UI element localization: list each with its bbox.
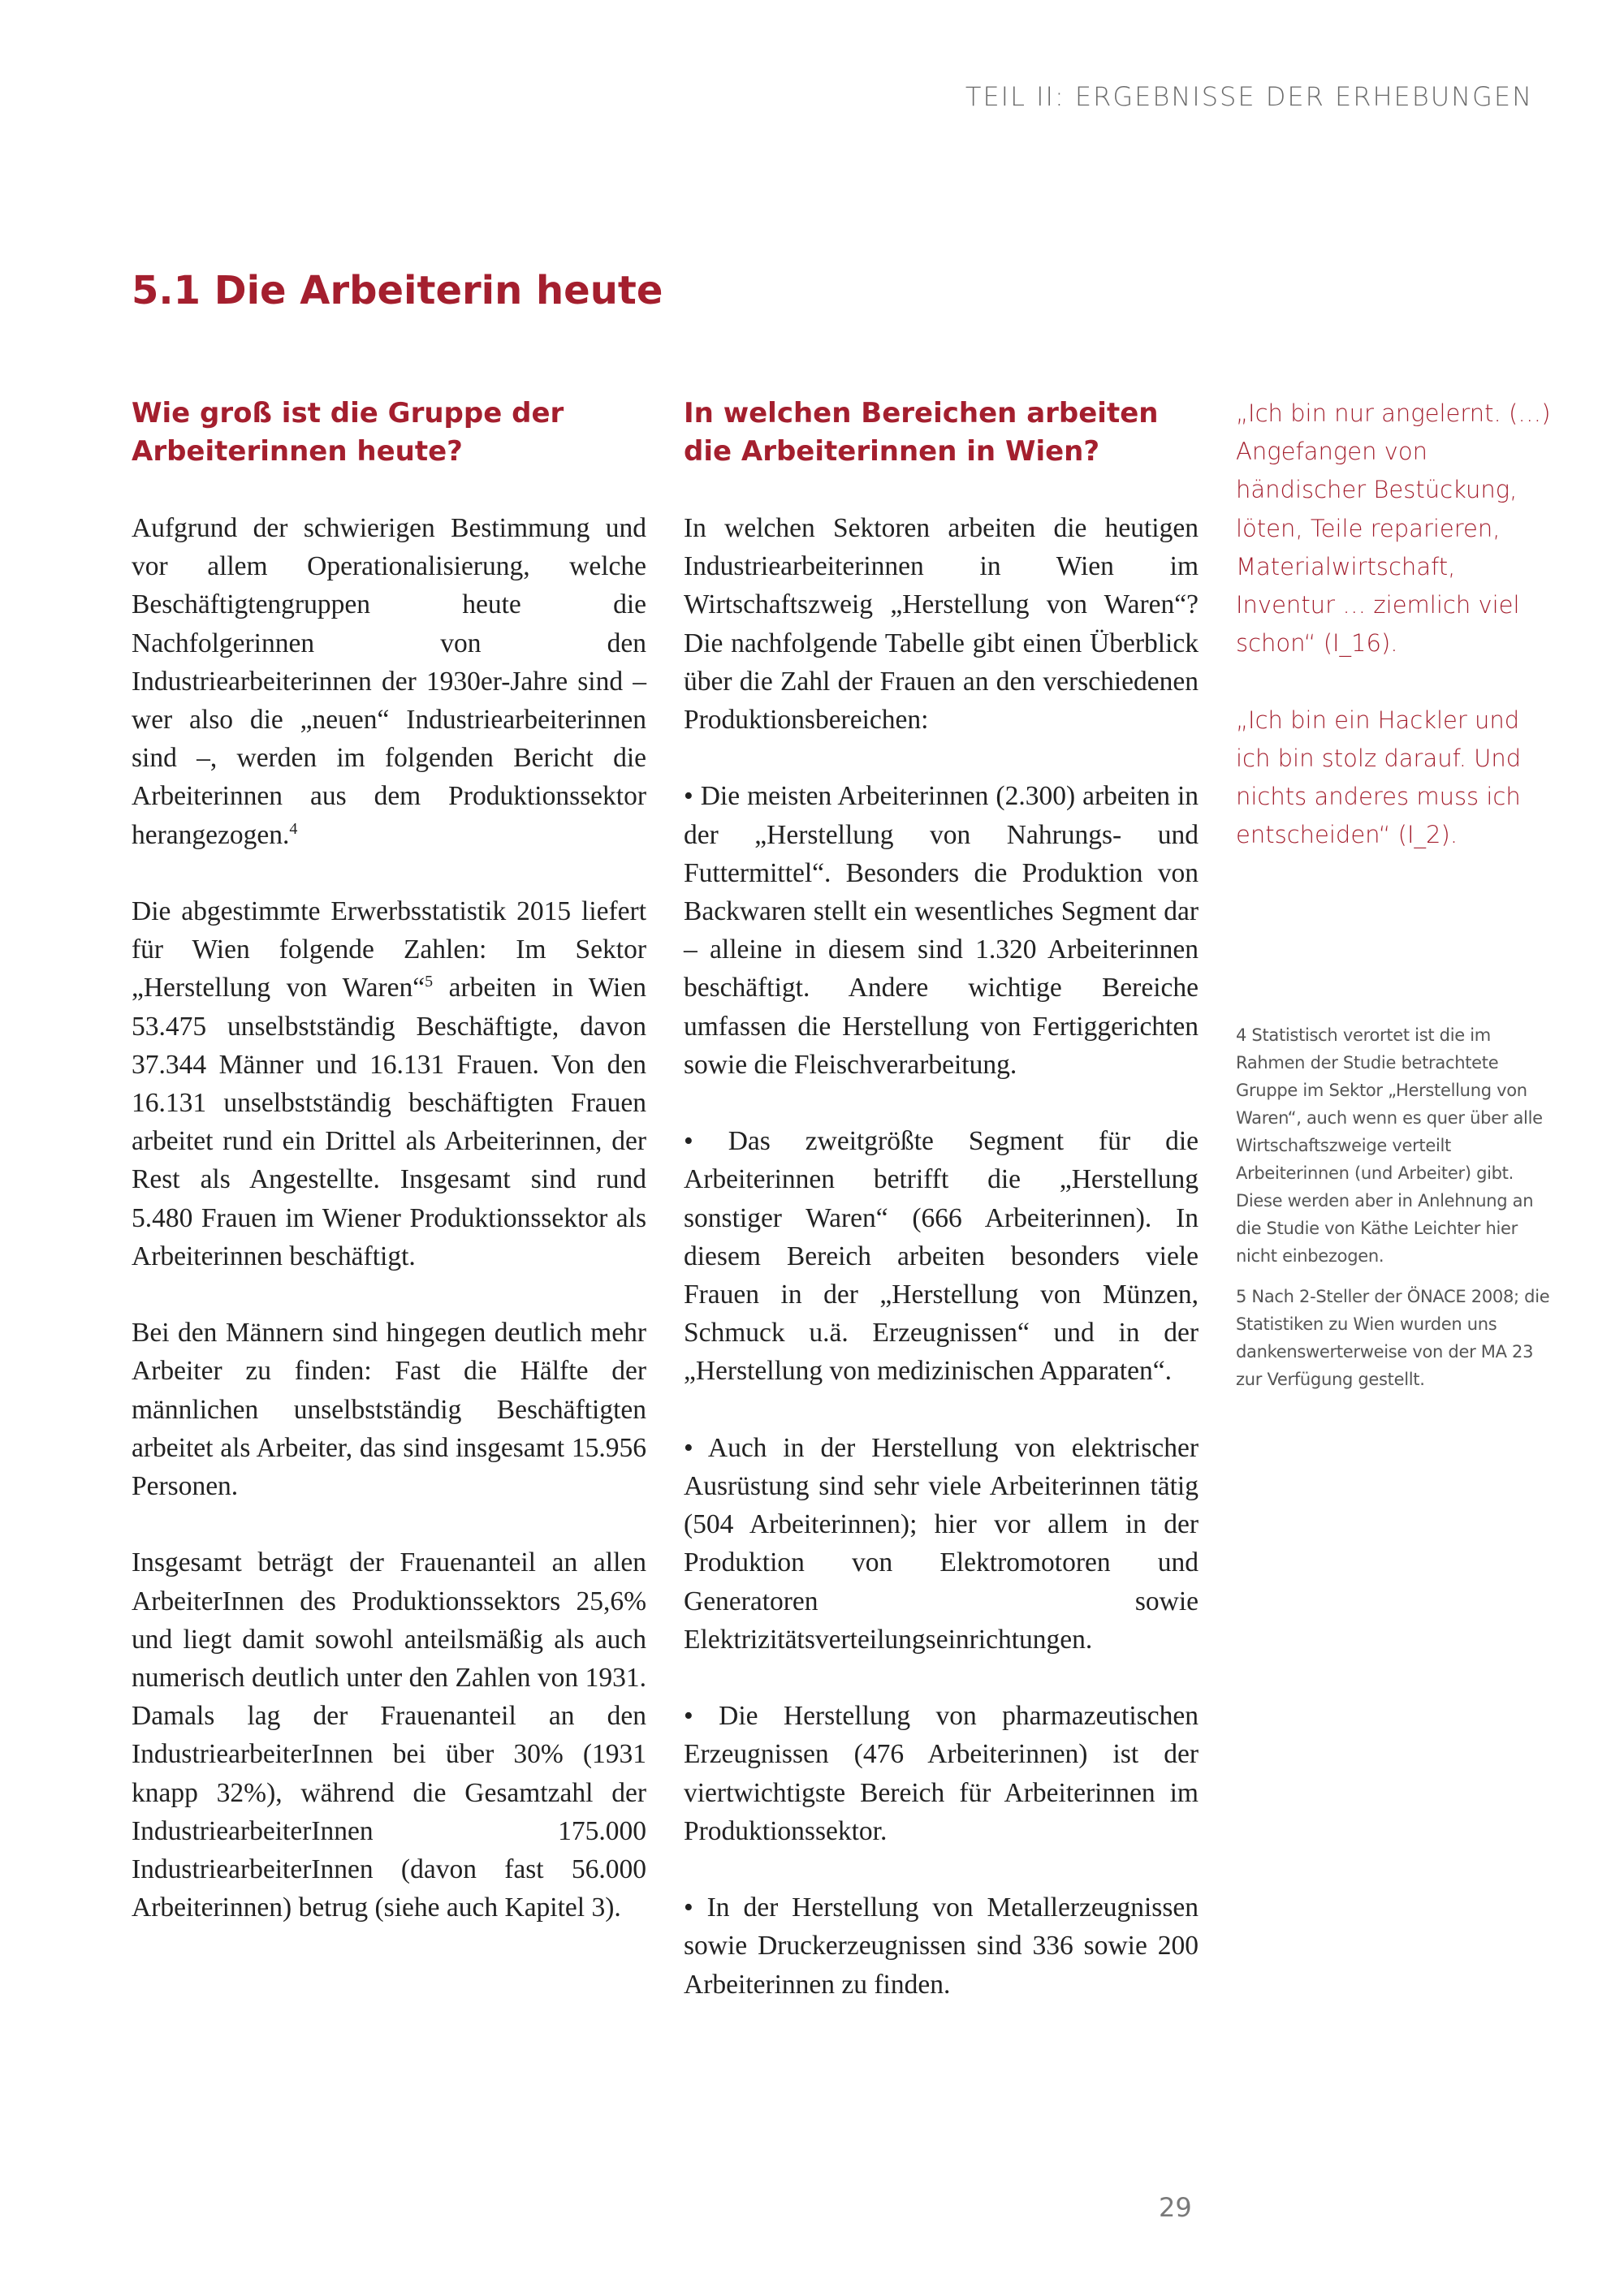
bullet-icon: •: [684, 781, 693, 812]
bullet-icon: •: [684, 1432, 693, 1463]
middle-column: [684, 395, 1199, 2042]
section-heading-sectors: In welchen Bereichen arbeiten die Arbeiterinnen in Wien?: [684, 397, 1159, 468]
bullet-item: [684, 777, 1199, 1084]
bullet-text: Das zweitgrößte Segment für die Arbeiterinnen betrifft die „Herstellung sonstiger Waren“ (666 Arbeiterinnen). In diesem Bereich arbeiten besonders viele Frauen in der „Herstellung von Münzen, Schmuck u.ä. Erzeugnissen“ und in der „Herstellung von medizinischen Apparaten“.: [684, 1126, 1199, 1387]
bullet-icon: •: [684, 1892, 693, 1923]
chapter-title: 5.1 Die Arbeiterin heute: [132, 268, 663, 313]
bullet-text: Die Herstellung von pharmazeutischen Erzeugnissen (476 Arbeiterinnen) ist der viertwichtigste Bereich für Arbeiterinnen im Produktionssektor.: [684, 1701, 1199, 1846]
interview-quote: „Ich bin nur angelernt. (…) Angefangen von händischer Bestückung, löten, Teile reparieren, Materialwirtschaft, Inventur … ziemlich viel schon“ (I_16).: [1236, 399, 1551, 658]
paragraph: [132, 892, 646, 1275]
bullet-text: Auch in der Herstellung von elektrischer Ausrüstung sind sehr viele Arbeiterinnen tätig (504 Arbeiterinnen); hier vor allem in der Produktion von Elektromotoren und Generatoren sowie Elektrizitätsverteilungseinrichtungen.: [684, 1432, 1199, 1655]
bullet-item: [684, 1697, 1199, 1850]
footnote-5: 5 Nach 2-Steller der ÖNACE 2008; die Statistiken zu Wien wurden uns dankenswerterweise von der MA 23 zur Verfügung gestellt.: [1236, 1287, 1550, 1389]
running-header: TEIL II: ERGEBNISSE DER ERHEBUNGEN: [965, 81, 1533, 112]
bullet-item: [684, 1122, 1199, 1390]
sidebar-quotes: [1236, 395, 1561, 893]
bullet-text: In der Herstellung von Metallerzeugnissen sowie Druckerzeugnissen sind 336 sowie 200 Arbeiterinnen zu finden.: [684, 1892, 1199, 2000]
paragraph-text: Aufgrund der schwierigen Bestimmung und vor allem Operationalisierung, welche Beschäftigtengruppen heute die Nachfolgerinnen von den Industriearbeiterinnen der 1930er-Jahre sind – wer also die „neuen“ Industriearbeiterinnen sind –, werden im folgenden Bericht die Arbeiterinnen aus dem Produktionssektor herangezogen.: [132, 513, 646, 850]
paragraph: Bei den Männern sind hingegen deutlich mehr Arbeiter zu finden: Fast die Hälfte der männlichen unselbstständig Beschäftigten arbeitet als Arbeiter, das sind insgesamt 15.956 Personen.: [132, 1318, 646, 1502]
footnote-ref: 5: [425, 973, 434, 991]
bullet-item: [684, 1888, 1199, 2004]
interview-quote: „Ich bin ein Hackler und ich bin stolz darauf. Und nichts anderes muss ich entscheiden“ (I_2).: [1236, 706, 1522, 849]
paragraph-text: Die abgestimmte Erwerbsstatistik 2015 liefert für Wien folgende Zahlen: Im Sektor „Herstellung von Waren“: [132, 896, 646, 1003]
bullet-text: Die meisten Arbeiterinnen (2.300) arbeiten in der „Herstellung von Nahrungs- und Futtermittel“. Besonders die Produktion von Backwaren stellt ein wesentliches Segment dar – alleine in diesem sind 1.320 Arbeiterinnen beschäftigt. Andere wichtige Bereiche umfassen die Herstellung von Fertiggerichten sowie die Fleischverarbeitung.: [684, 781, 1199, 1080]
bullet-item: [684, 1429, 1199, 1659]
footnote-ref: 4: [289, 819, 298, 838]
footnote-4: 4 Statistisch verortet ist die im Rahmen der Studie betrachtete Gruppe im Sektor „Herstellung von Waren“, auch wenn es quer über alle Wirtschaftszweige verteilt Arbeiterinnen (und Arbeiter) gibt. Diese werden aber in Anlehnung an die Studie von Käthe Leichter hier nicht einbezogen.: [1236, 1025, 1543, 1266]
intro-paragraph: In welchen Sektoren arbeiten die heutigen Industriearbeiterinnen in Wien im Wirtschaftszweig „Herstellung von Waren“? Die nachfolgende Tabelle gibt einen Überblick über die Zahl der Frauen an den verschiedenen Produktionsbereichen:: [684, 513, 1199, 736]
footnotes: [1236, 1021, 1553, 1406]
bullet-icon: •: [684, 1701, 693, 1732]
section-heading-group-size: Wie groß ist die Gruppe der Arbeiterinnen heute?: [132, 397, 564, 468]
left-column: [132, 395, 646, 1966]
paragraph: [132, 509, 646, 854]
paragraph-text: arbeiten in Wien 53.475 unselbstständig Beschäftigte, davon 37.344 Männer und 16.131 Frauen. Von den 16.131 unselbstständig beschäftigten Frauen arbeitet rund ein Drittel als Arbeiterinnen, der Rest als Angestellte. Insgesamt sind rund 5.480 Frauen im Wiener Produktionssektor als Arbeiterinnen beschäftigt.: [132, 973, 646, 1271]
paragraph: Insgesamt beträgt der Frauenanteil an allen ArbeiterInnen des Produktionssektors 25,6% und liegt damit sowohl anteilsmäßig als auch numerisch deutlich unter den Zahlen von 1931. Damals lag der Frauenanteil an den IndustriearbeiterInnen bei über 30% (1931 knapp 32%), während die Gesamtzahl der IndustriearbeiterInnen 175.000 IndustriearbeiterInnen (davon fast 56.000 Arbeiterinnen) betrug (siehe auch Kapitel 3).: [132, 1547, 646, 1923]
page-number: 29: [1159, 2192, 1192, 2223]
bullet-icon: •: [684, 1126, 693, 1157]
